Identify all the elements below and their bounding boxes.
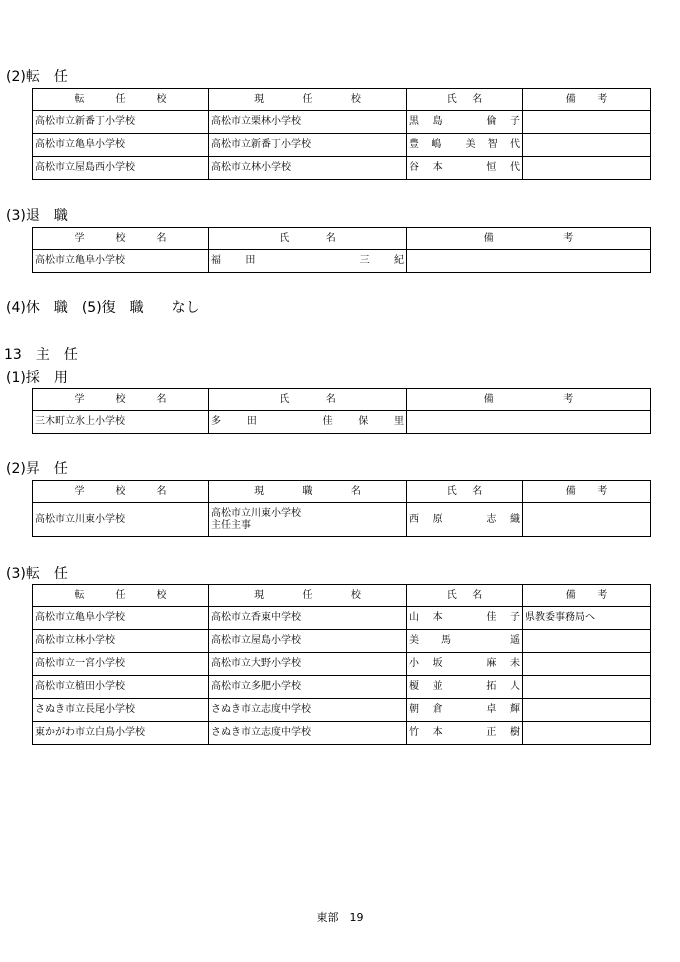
table-row [33, 653, 651, 676]
note-cell [407, 411, 651, 434]
current-school-cell: 高松市立多肥小学校 [209, 676, 407, 699]
header-cell: 現 任 校 [254, 589, 361, 601]
school-cell: 三木町立氷上小学校 [33, 411, 209, 434]
heading-transfer: (2)転 任 [6, 69, 68, 85]
current-school-cell: 高松市立香東中学校 [209, 607, 407, 630]
name-char: 佳 [322, 416, 333, 427]
header-cell: 氏 名 [279, 393, 336, 405]
name-char: 代 [509, 162, 520, 173]
table-promotion [32, 480, 651, 537]
name-char: 田 [245, 255, 256, 266]
name-char: 佳 [486, 612, 497, 623]
table-header-row [33, 89, 651, 111]
name-char: 三 [359, 255, 370, 266]
name-char: 山 [409, 612, 419, 623]
name-char: 保 [358, 416, 369, 427]
note-cell [523, 653, 651, 676]
name-char: 樹 [509, 727, 520, 738]
name-cell [407, 503, 523, 537]
note-cell [407, 250, 651, 273]
header-cell: 学 校 名 [74, 232, 167, 244]
heading-hire: (1)採 用 [6, 370, 68, 386]
header-cell: 氏 名 [446, 589, 483, 601]
header-cell: 転 任 校 [74, 93, 167, 105]
school-cell: 高松市立植田小学校 [33, 676, 209, 699]
school-cell: 高松市立屋島西小学校 [33, 157, 209, 180]
header-cell: 学 校 名 [74, 485, 167, 497]
table-row [33, 630, 651, 653]
name-char: 美 [465, 139, 476, 150]
name-char: 西 [409, 513, 419, 525]
name-char: 拓 [486, 681, 497, 692]
name-char: 竹 [409, 727, 419, 738]
school-cell: 高松市立亀阜小学校 [33, 134, 209, 157]
current-title-line: 主任主事 [211, 519, 251, 531]
school-cell: 高松市立林小学校 [33, 630, 209, 653]
note-cell [523, 676, 651, 699]
table-row [33, 607, 651, 630]
note-cell [523, 630, 651, 653]
name-char: 黒 [409, 116, 419, 127]
name-char: 多 [211, 416, 221, 427]
current-school-cell: 高松市立林小学校 [209, 157, 407, 180]
name-char: 美 [409, 635, 419, 646]
table-row [33, 503, 651, 537]
school-cell: 高松市立亀阜小学校 [33, 607, 209, 630]
name-char: 坂 [432, 658, 443, 669]
name-char: 子 [509, 116, 520, 127]
name-char: 原 [432, 513, 443, 525]
school-cell: 高松市立川東小学校 [33, 503, 209, 537]
name-char: 代 [510, 139, 520, 150]
note-cell [523, 699, 651, 722]
heading-promotion: (2)昇 任 [6, 461, 68, 477]
header-cell: 備 考 [483, 232, 574, 244]
current-school-cell: さぬき市立志度中学校 [209, 699, 407, 722]
school-cell: 高松市立新番丁小学校 [33, 111, 209, 134]
name-cell [407, 699, 523, 722]
name-char: 正 [486, 727, 497, 738]
page-footer: 東部 19 [316, 911, 364, 924]
name-char: 田 [246, 416, 257, 427]
table-row [33, 111, 651, 134]
table-row [33, 250, 651, 273]
name-char: 本 [432, 162, 443, 173]
name-cell [407, 134, 523, 157]
note-cell [523, 157, 651, 180]
header-cell: 備 考 [483, 393, 574, 405]
name-char: 志 [486, 513, 497, 525]
name-cell [209, 250, 407, 273]
name-char: 人 [509, 681, 520, 692]
name-char: 紀 [393, 255, 404, 266]
name-char: 輝 [509, 704, 520, 715]
header-cell: 氏 名 [279, 232, 336, 244]
table-row [33, 134, 651, 157]
name-char: 倫 [486, 116, 497, 127]
header-cell: 備 考 [565, 485, 608, 497]
table-header-row [33, 585, 651, 607]
note-cell [523, 111, 651, 134]
table-transfer-13 [32, 584, 651, 745]
header-cell: 現 職 名 [254, 485, 361, 497]
header-cell: 備 考 [565, 93, 608, 105]
leave-reinstatement-line: (4)休 職 (5)復 職 なし [6, 300, 200, 316]
name-char: 倉 [432, 704, 443, 715]
school-cell: 高松市立一宮小学校 [33, 653, 209, 676]
table-header-row [33, 228, 651, 250]
note-cell: 県教委事務局へ [523, 607, 651, 630]
school-cell: 高松市立亀阜小学校 [33, 250, 209, 273]
name-char: 嶋 [431, 139, 442, 150]
name-char: 遥 [510, 635, 520, 646]
header-cell: 備 考 [565, 589, 608, 601]
name-char: 未 [509, 658, 520, 669]
current-school-line: 高松市立川東小学校 [211, 507, 301, 519]
name-char: 麻 [486, 658, 497, 669]
name-char: 里 [394, 416, 404, 427]
name-char: 本 [432, 612, 443, 623]
school-cell: さぬき市立長尾小学校 [33, 699, 209, 722]
current-school-cell: さぬき市立志度中学校 [209, 722, 407, 745]
name-char: 馬 [441, 635, 451, 646]
note-cell [523, 134, 651, 157]
header-cell: 氏 名 [446, 93, 483, 105]
name-char: 智 [487, 139, 498, 150]
table-row [33, 699, 651, 722]
name-cell [407, 676, 523, 699]
name-char: 子 [509, 612, 520, 623]
name-char: 谷 [409, 162, 419, 173]
table-row [33, 676, 651, 699]
table-transfer [32, 88, 651, 180]
name-cell [407, 653, 523, 676]
name-char: 豊 [409, 139, 419, 150]
header-cell: 氏 名 [446, 485, 483, 497]
name-char: 織 [509, 513, 520, 525]
current-school-cell: 高松市立新番丁小学校 [209, 134, 407, 157]
name-char: 島 [432, 116, 443, 127]
note-cell [523, 722, 651, 745]
current-school-cell: 高松市立大野小学校 [209, 653, 407, 676]
table-retirement [32, 227, 651, 273]
table-row [33, 157, 651, 180]
current-position-cell [209, 503, 407, 537]
table-header-row [33, 389, 651, 411]
name-cell [209, 411, 407, 434]
header-cell: 転 任 校 [74, 589, 167, 601]
name-cell [407, 111, 523, 134]
name-cell [407, 722, 523, 745]
note-cell [523, 503, 651, 537]
heading-retirement: (3)退 職 [6, 208, 68, 224]
name-char: 小 [409, 658, 419, 669]
name-char: 榎 [409, 681, 419, 692]
name-char: 福 [211, 255, 221, 266]
name-char: 恒 [486, 162, 497, 173]
name-cell [407, 630, 523, 653]
table-hire [32, 388, 651, 434]
current-school-cell: 高松市立栗林小学校 [209, 111, 407, 134]
name-cell [407, 157, 523, 180]
name-char: 朝 [409, 704, 419, 715]
table-row [33, 411, 651, 434]
current-school-cell: 高松市立屋島小学校 [209, 630, 407, 653]
name-char: 並 [432, 681, 443, 692]
header-cell: 学 校 名 [74, 393, 167, 405]
heading-section-13: 13 主 任 [4, 347, 78, 363]
name-char: 卓 [486, 704, 497, 715]
table-row [33, 722, 651, 745]
name-char: 本 [432, 727, 443, 738]
heading-transfer-13: (3)転 任 [6, 566, 68, 582]
header-cell: 現 任 校 [254, 93, 361, 105]
school-cell: 東かがわ市立白鳥小学校 [33, 722, 209, 745]
table-header-row [33, 481, 651, 503]
name-cell [407, 607, 523, 630]
